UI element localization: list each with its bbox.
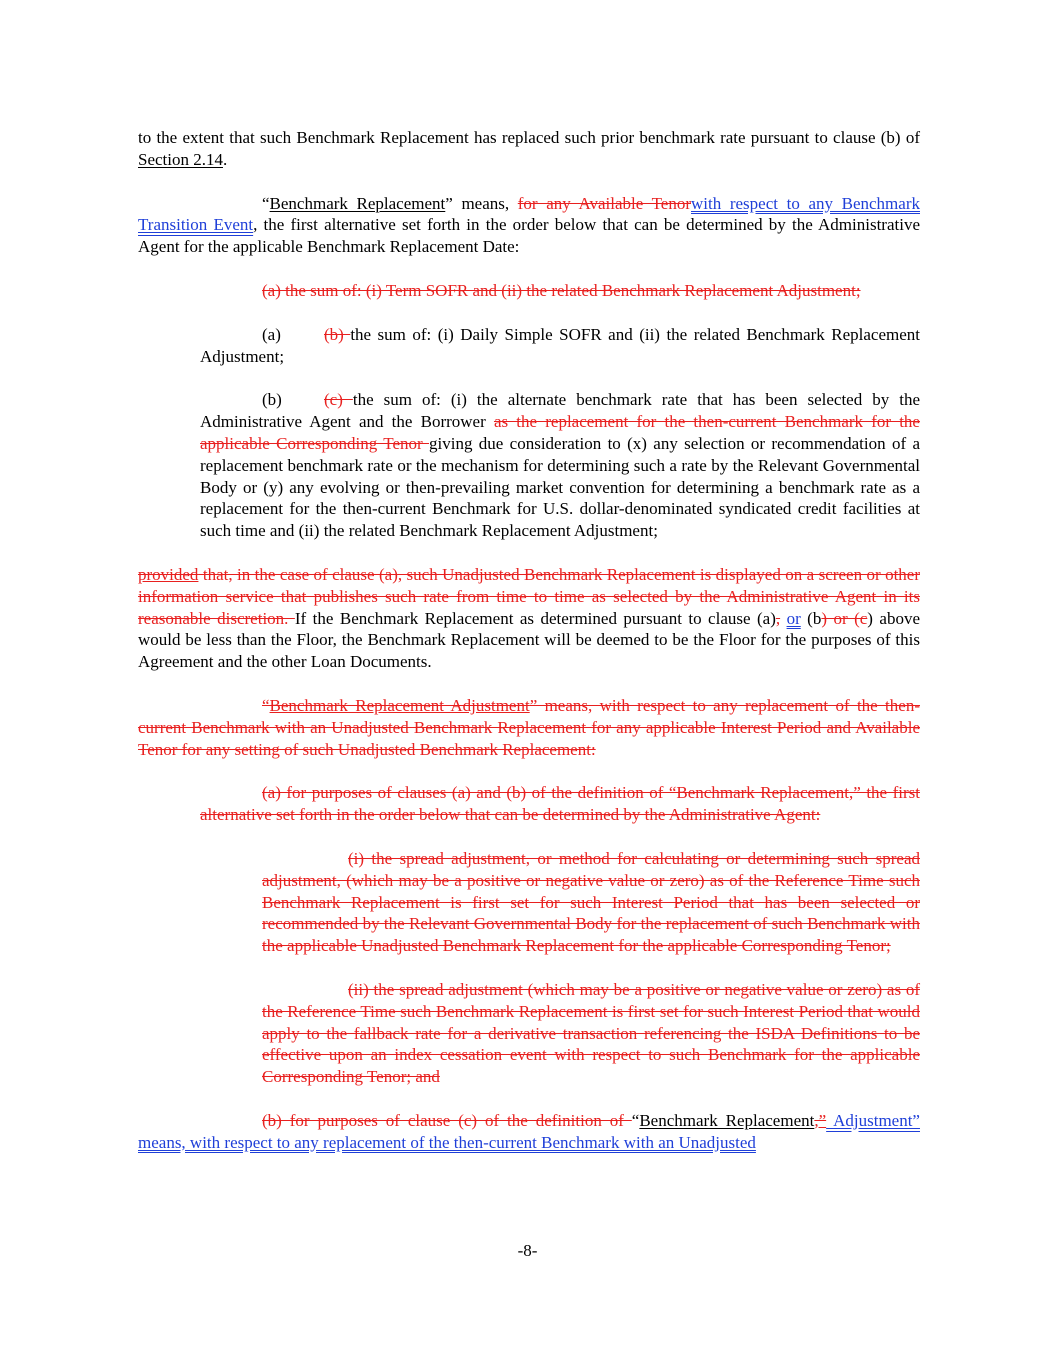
deleted-subclause-a: (a) for purposes of clauses (a) and (b) of the definition of “Benchmark Replacement,” the first alternative set forth in the order below that can be determined by the Administrative Agent: bbox=[200, 783, 920, 825]
inserted-text: or bbox=[786, 608, 801, 628]
section-reference: Section 2.14 bbox=[138, 149, 223, 169]
inserted-text: with respect to any Benchmark Transition Event bbox=[138, 193, 920, 235]
defined-term: Benchmark Replacement bbox=[269, 193, 446, 213]
deleted-text: “ bbox=[262, 695, 270, 715]
text: the sum of: (i) the alternate benchmark rate that has been selected by the Administrative Agent and the Borrower bbox=[200, 390, 920, 432]
deleted-item-ii: (ii) the spread adjustment (which may be a positive or negative value or zero) as of the Reference Time such Benchmark Replacement is first set for such Interest Period that would apply to the fallback rate for a derivative transaction referencing the ISDA Definitions to be effective upon an index cessation event with respect to such Benchmark for the applicable Corresponding Tenor; and bbox=[262, 979, 920, 1087]
definition-benchmark-replacement bbox=[138, 193, 920, 258]
text: ” means, bbox=[445, 193, 518, 213]
deleted-text: ” means, with respect to any replacement of the then-current Benchmark with an Unadjusted Benchmark Replacement for any applicable Interest Period and Available Tenor for any setting of such Unadjusted Benchmark Replacement: bbox=[138, 695, 920, 759]
text: (b bbox=[800, 608, 822, 628]
deleted-text: for any Available Tenor bbox=[517, 193, 691, 213]
deleted-text: as the replacement for the then-current Benchmark for the applicable Corresponding Tenor bbox=[200, 412, 920, 453]
paragraph-continuation bbox=[138, 127, 920, 171]
text: ) above would be less than the Floor, the Benchmark Replacement will be deemed to be the Floor for the purposes of this Agreement and the other Loan Documents. bbox=[138, 608, 920, 672]
deleted-text: (c) bbox=[324, 390, 353, 410]
clause-label: (b) bbox=[262, 390, 282, 410]
inserted-text: Adjustment” means, with respect to any replacement of the then-current Benchmark with an Unadjusted bbox=[138, 1110, 920, 1152]
page-number: -8- bbox=[517, 1241, 538, 1260]
text: “ bbox=[631, 1110, 640, 1130]
text: the sum of: (i) Daily Simple SOFR and (ii) the related Benchmark Replacement Adjustment; bbox=[200, 324, 921, 366]
deleted-text: ) or (c bbox=[821, 608, 868, 628]
text: to the extent that such Benchmark Replacement has replaced such prior benchmark rate pursuant to clause (b) of bbox=[138, 128, 920, 147]
deleted-text: provided bbox=[138, 564, 199, 584]
deleted-text: (b) for purposes of clause (c) of the definition of bbox=[262, 1110, 632, 1130]
deleted-item-i: (i) the spread adjustment, or method for calculating or determining such spread adjustment, (which may be a positive or negative value or zero) as of the Reference Time such Benchmark Replacement is first set for such Interest Period that has been selected or recommended by the Relevant Governmental Body for the replacement of such Benchmark with the applicable Unadjusted Benchmark Replacement for the applicable Corresponding Tenor; bbox=[262, 848, 920, 956]
text: If the Benchmark Replacement as determined pursuant to clause (a) bbox=[294, 608, 776, 628]
definition-benchmark-replacement-adjustment bbox=[138, 1110, 920, 1154]
clause-label: (a) bbox=[262, 324, 281, 344]
deleted-text: ,” bbox=[814, 1110, 827, 1130]
clause-a bbox=[200, 324, 920, 368]
defined-term: Benchmark Replacement bbox=[639, 1110, 815, 1130]
clause-b bbox=[200, 389, 920, 542]
deleted-text: that, in the case of clause (a), such Unadjusted Benchmark Replacement is displayed on a screen or other information service that publishes such rate from time to time as selected by the Administrative Agent in its reasonable discretion. bbox=[138, 564, 920, 628]
text: giving due consideration to (x) any selection or recommendation of a replacement benchmark rate or the mechanism for determining such a rate by the Relevant Governmental Body or (y) any evolving or then-prevailing market convention for determining a benchmark rate as a replacement for the then-current Benchmark for U.S. dollar-denominated syndicated credit facilities at such time and (ii) the related Benchmark Replacement Adjustment; bbox=[200, 433, 920, 541]
deleted-definition-adjustment bbox=[138, 695, 920, 760]
deleted-text: , bbox=[775, 608, 781, 628]
text: “ bbox=[262, 193, 270, 213]
deleted-text: (b) bbox=[324, 324, 351, 344]
text: , the first alternative set forth in the order below that can be determined by the Administrative Agent for the applicable Benchmark Replacement Date: bbox=[138, 215, 920, 257]
deleted-clause-a: (a) the sum of: (i) Term SOFR and (ii) the related Benchmark Replacement Adjustment; bbox=[262, 280, 861, 300]
proviso-paragraph bbox=[138, 564, 920, 673]
document-page bbox=[138, 127, 920, 1153]
text: . bbox=[223, 149, 228, 169]
deleted-defined-term: Benchmark Replacement Adjustment bbox=[269, 695, 530, 715]
